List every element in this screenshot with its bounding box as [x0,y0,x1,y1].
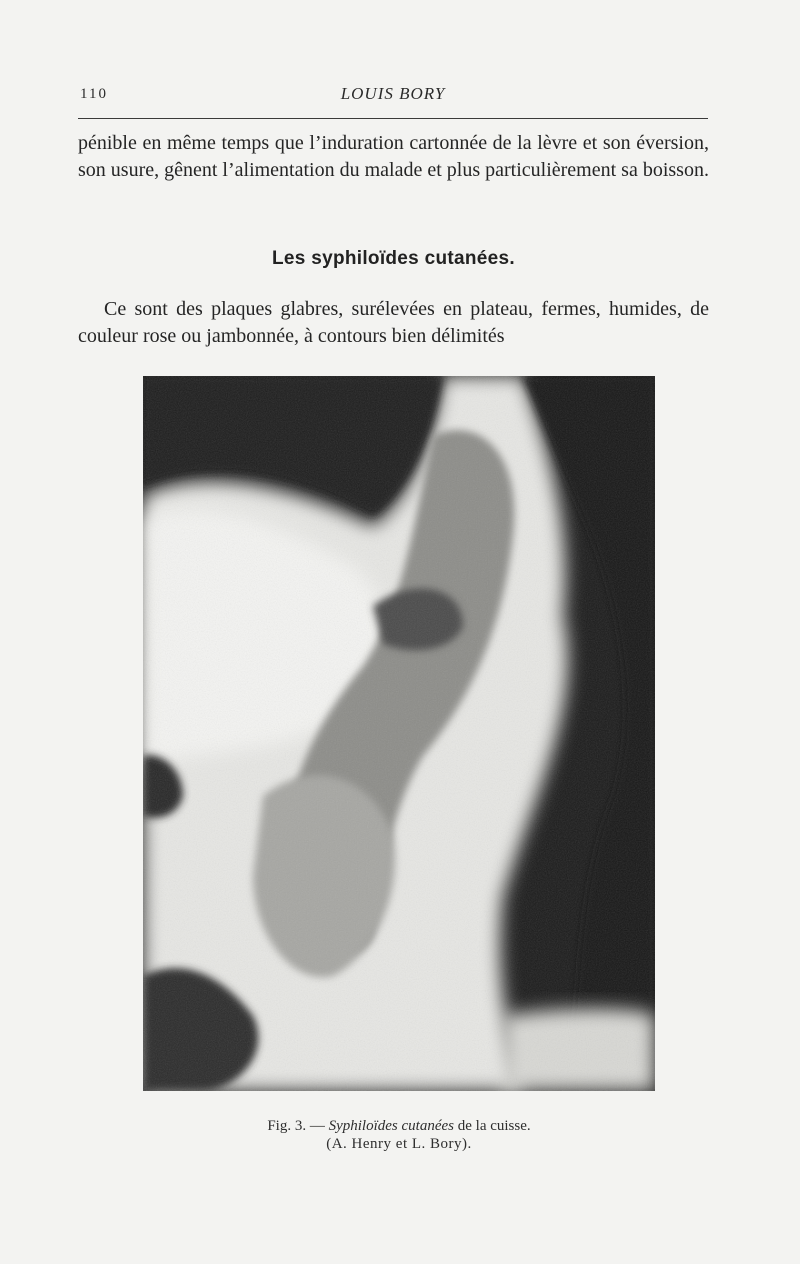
clinical-photo-illustration [143,376,655,1091]
paragraph-continued: pénible en même temps que l’induration cartonnée de la lèvre et son éversion, son usure, gênent l’alimentation du malade et plus particulièrement sa boisson. [78,132,709,181]
caption-credit: (A. Henry et L. Bory). [326,1136,472,1152]
running-head-author: LOUIS BORY [340,84,446,103]
paragraph-section-intro: Ce sont des plaques glabres, surélevées en plateau, fermes, humides, de couleur rose ou jambonnée, à contours bien délimités [78,298,709,347]
running-head [78,84,708,108]
header-rule [78,118,708,119]
figure-caption [143,1118,655,1135]
figure-photograph [143,376,655,1091]
section-heading: Les syphiloïdes cutanées. [272,248,515,269]
caption-title: Syphiloïdes cutanées [328,1118,454,1134]
caption-location: de la cuisse. [454,1118,531,1134]
page-number: 110 [80,86,108,102]
caption-number: Fig. 3. — [267,1118,329,1134]
